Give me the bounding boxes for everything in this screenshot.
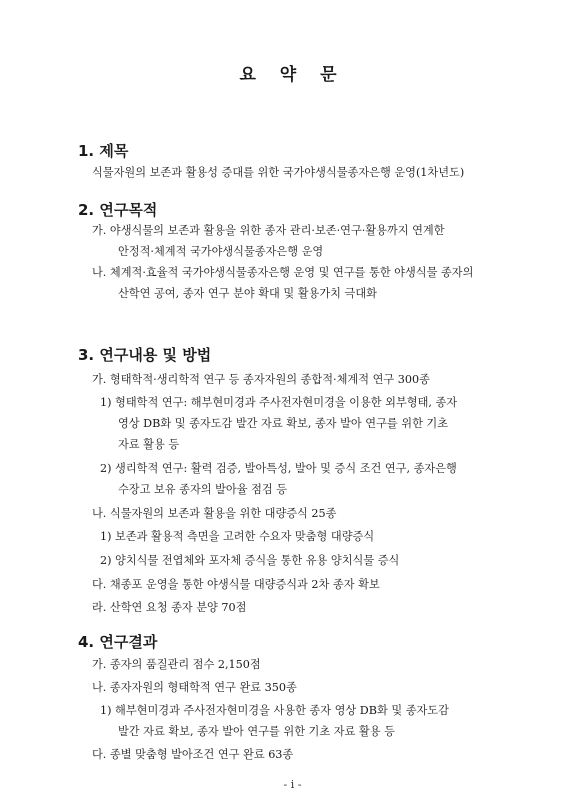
section-text-line: 나. 종자자원의 형태학적 연구 완료 350종 bbox=[92, 681, 297, 694]
section-text-line: 산학연 공여, 종자 연구 분야 확대 및 활용가치 극대화 bbox=[118, 287, 377, 300]
section-text-line: 자료 활용 등 bbox=[118, 438, 180, 451]
section-text-line: 수장고 보유 종자의 발아율 점검 등 bbox=[118, 483, 288, 496]
section-text-line: 1) 해부현미경과 주사전자현미경을 사용한 종자 영상 DB화 및 종자도감 bbox=[100, 704, 449, 717]
section-text-line: 다. 채종포 운영을 통한 야생식물 대량증식과 2차 종자 확보 bbox=[92, 578, 380, 591]
section-text-line: 1) 보존과 활용적 측면을 고려한 수요자 맞춤형 대량증식 bbox=[100, 530, 375, 543]
section-text-line: 가. 형태학적·생리학적 연구 등 종자자원의 종합적·체계적 연구 300종 bbox=[92, 373, 430, 386]
section-text-line: 안정적·체계적 국가야생식물종자은행 운영 bbox=[118, 245, 324, 258]
page-number: - i - bbox=[283, 778, 302, 791]
section-text-line: 식물자원의 보존과 활용성 증대를 위한 국가야생식물종자은행 운영(1차년도) bbox=[92, 166, 465, 179]
section-heading-methods: 3. 연구내용 및 방법 bbox=[78, 346, 212, 364]
section-heading-results: 4. 연구결과 bbox=[78, 633, 158, 651]
section-text-line: 가. 종자의 품질관리 점수 2,150점 bbox=[92, 658, 261, 671]
section-text-line: 2) 양치식물 전엽체와 포자체 증식을 통한 유용 양치식물 증식 bbox=[100, 554, 400, 567]
section-text-line: 나. 식물자원의 보존과 활용을 위한 대량증식 25종 bbox=[92, 507, 337, 520]
section-text-line: 가. 야생식물의 보존과 활용을 위한 종자 관리·보존·연구·활용까지 연계한 bbox=[92, 224, 445, 237]
section-text-line: 다. 종별 맞춤형 발아조건 연구 완료 63종 bbox=[92, 748, 294, 761]
section-text-line: 1) 형태학적 연구: 해부현미경과 주사전자현미경을 이용한 외부형태, 종자 bbox=[100, 396, 458, 409]
section-text-line: 나. 체계적·효율적 국가야생식물종자은행 운영 및 연구를 통한 야생식물 종자의 bbox=[92, 266, 474, 279]
section-text-line: 영상 DB화 및 종자도감 발간 자료 확보, 종자 발아 연구를 위한 기초 bbox=[118, 417, 449, 430]
section-text-line: 라. 산학연 요청 종자 분양 70점 bbox=[92, 601, 247, 614]
section-text-line: 발간 자료 확보, 종자 발아 연구를 위한 기초 자료 활용 등 bbox=[118, 725, 395, 738]
section-heading-title: 1. 제목 bbox=[78, 142, 129, 160]
section-heading-purpose: 2. 연구목적 bbox=[78, 201, 158, 219]
document-title: 요 약 문 bbox=[239, 65, 346, 85]
section-text-line: 2) 생리학적 연구: 활력 검증, 발아특성, 발아 및 증식 조건 연구, 종자은행 bbox=[100, 462, 457, 475]
